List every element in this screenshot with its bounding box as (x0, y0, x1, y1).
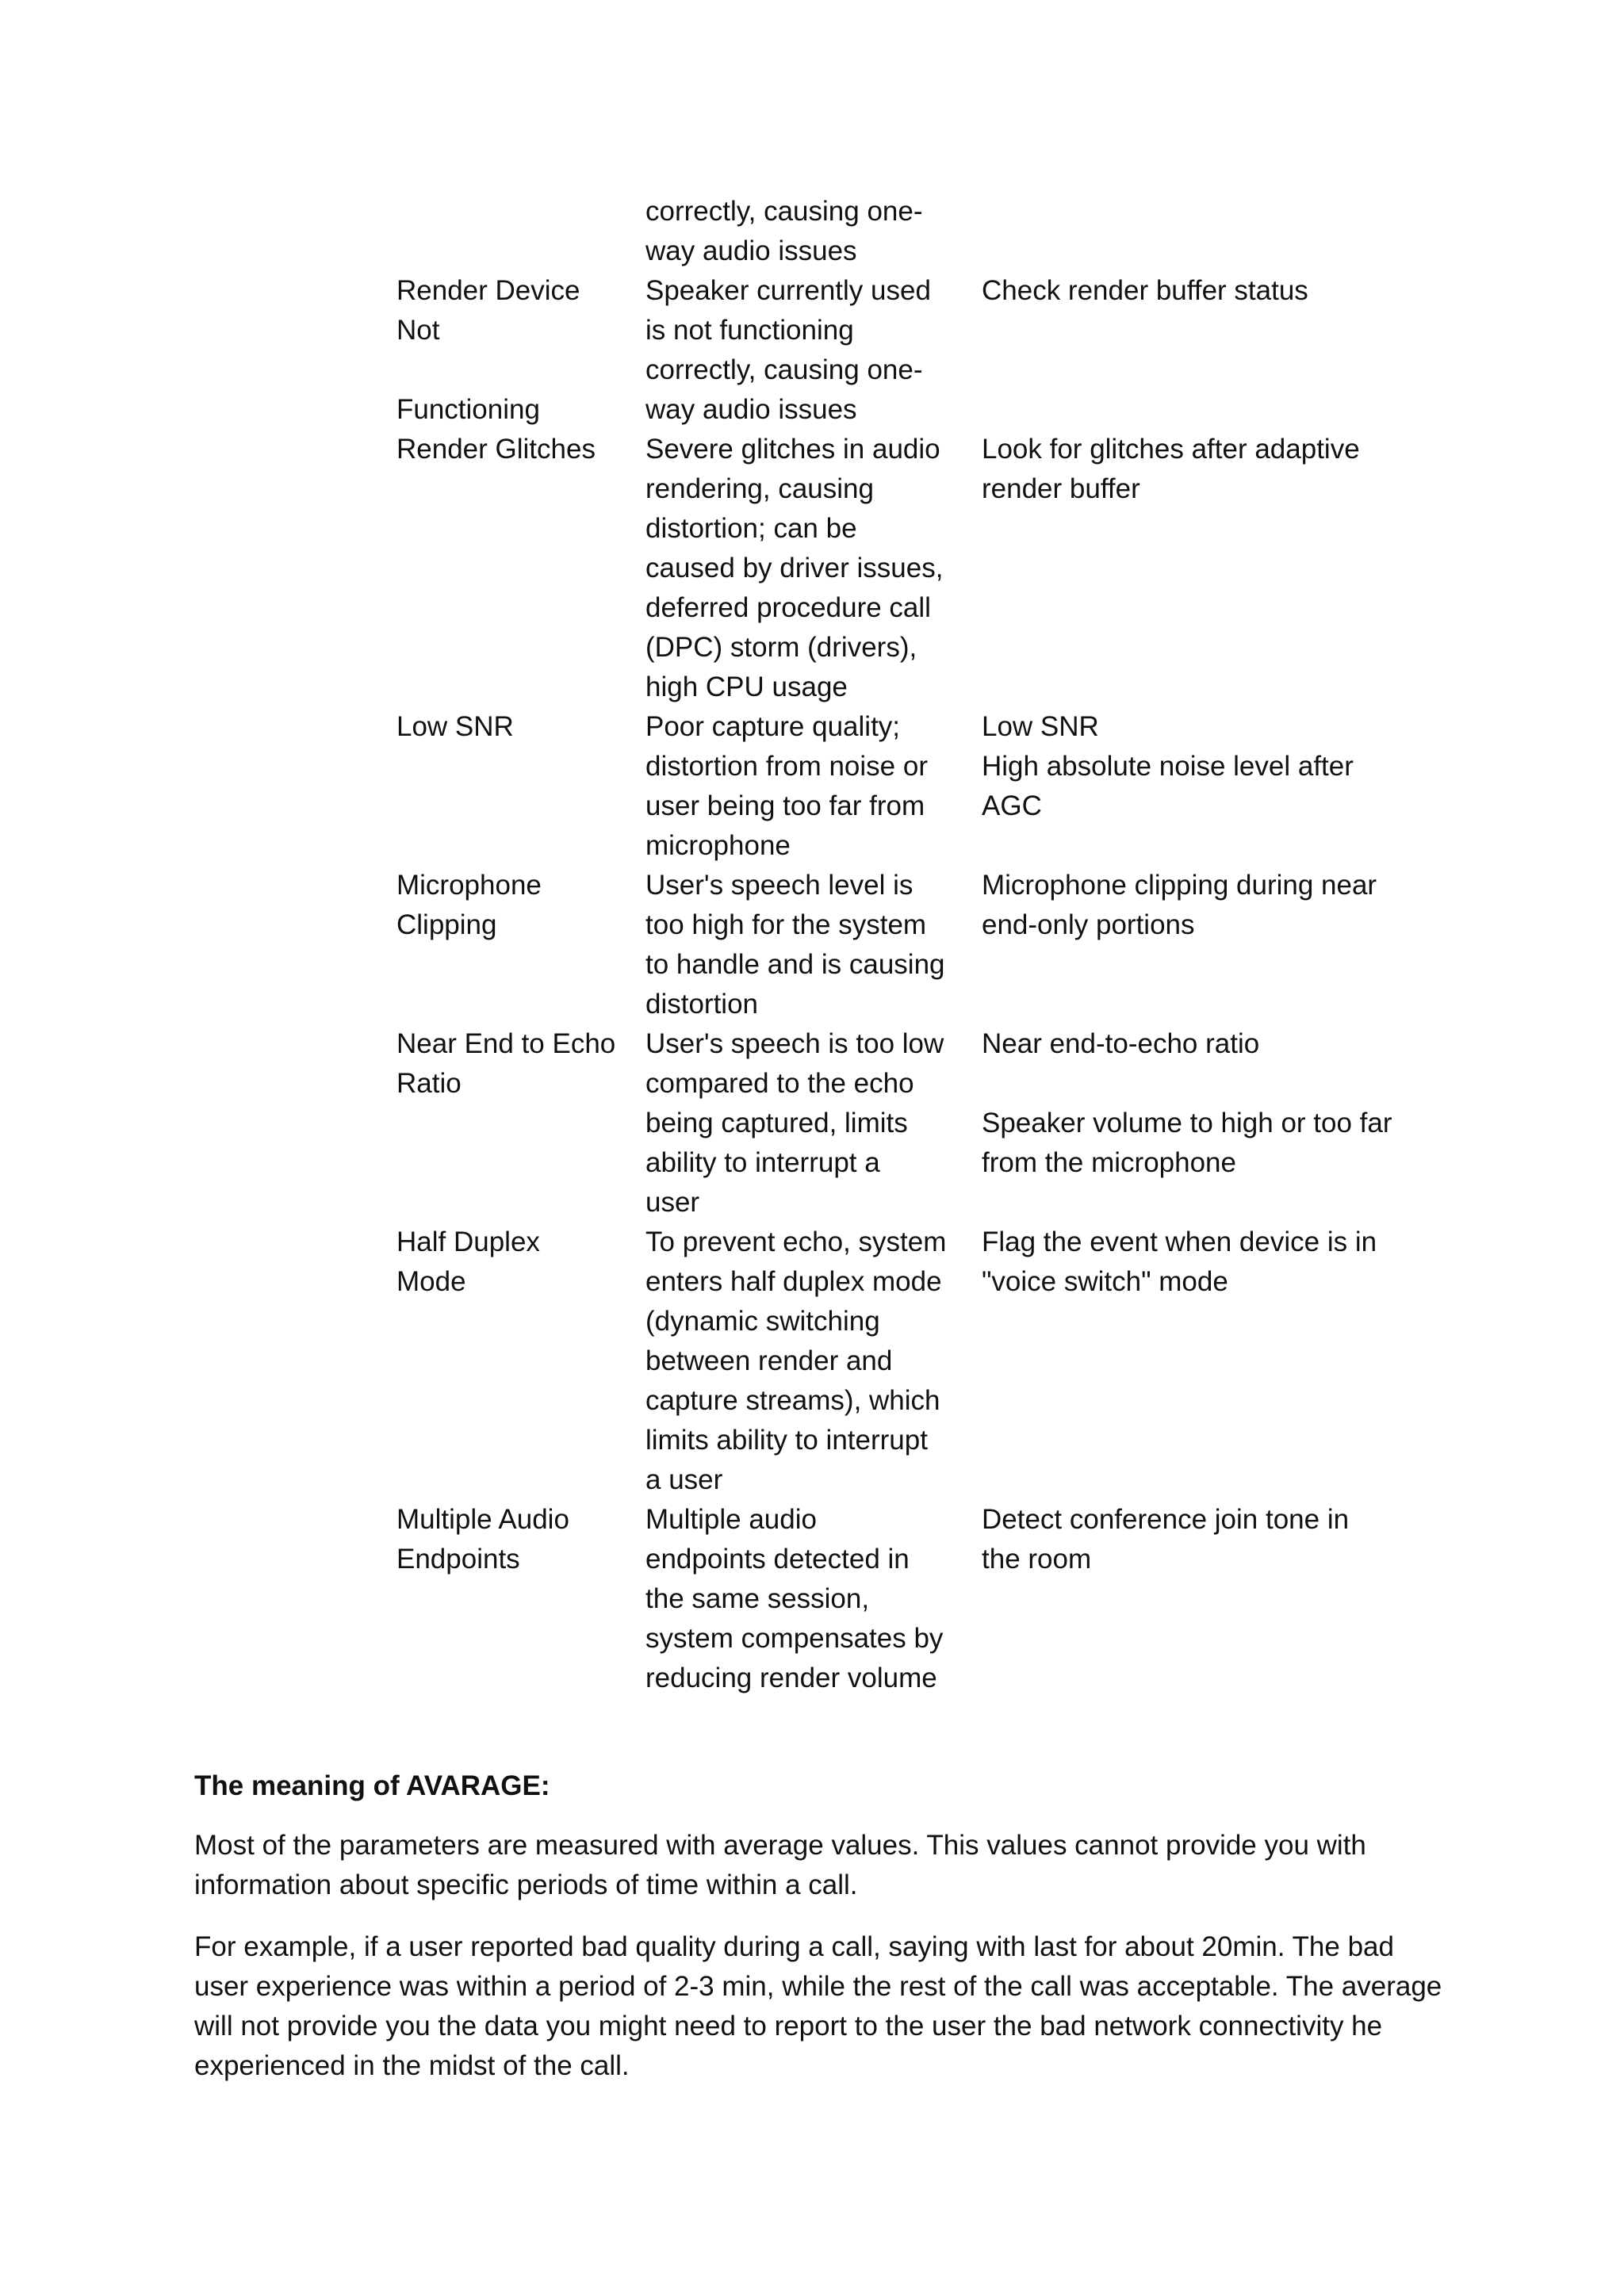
description-cell: To prevent echo, system enters half duplex mode (dynamic switching between render and capture streams), which limits ability to interrupt a user (645, 1226, 947, 1495)
detection-cell: Look for glitches after adaptive render buffer (982, 434, 1360, 504)
issue-cell: Render Glitches (396, 434, 596, 465)
table-row (396, 1223, 1427, 1500)
detection-cell: Near end-to-echo ratio Speaker volume to high or too far from the microphone (982, 1028, 1392, 1178)
section-heading: The meaning of AVARAGE: (194, 1770, 550, 1801)
detection-cell: Microphone clipping during near end-only portions (982, 870, 1377, 940)
table-row (396, 271, 1427, 430)
issue-cell: Near End to Echo Ratio (396, 1028, 616, 1099)
paragraph-average-intro: Most of the parameters are measured with average values. This values cannot provide you with information about specific periods of time within a call. (194, 1830, 1366, 1900)
description-cell: Poor capture quality; distortion from noise or user being too far from microphone (645, 711, 928, 861)
table-row (396, 1024, 1427, 1223)
paragraph-average-example: For example, if a user reported bad quality during a call, saying with last for about 20min. The bad user experience was within a period of 2-3 min, while the rest of the call was acceptable. The average will not provide you the data you might need to report to the user the bad network connectivity he experienced in the midst of the call. (194, 1931, 1442, 2081)
detection-cell: Low SNR High absolute noise level after AGC (982, 711, 1354, 821)
audio-issues-table (396, 192, 1427, 1698)
issue-cell: Half Duplex Mode (396, 1226, 540, 1297)
table-row (396, 192, 1427, 271)
description-cell: Severe glitches in audio rendering, causing distortion; can be caused by driver issues, deferred procedure call (DPC) storm (drivers), high CPU usage (645, 434, 944, 702)
description-cell: Speaker currently used is not functioning correctly, causing one- way audio issues (645, 275, 931, 425)
table-row (396, 1500, 1427, 1698)
issue-cell: Low SNR (396, 711, 514, 742)
detection-cell: Detect conference join tone in the room (982, 1504, 1350, 1575)
table-row (396, 707, 1427, 866)
issue-cell: Render Device Not Functioning (396, 275, 580, 425)
detection-cell: Flag the event when device is in "voice switch" mode (982, 1226, 1377, 1297)
description-cell: User's speech level is too high for the system to handle and is causing distortion (645, 870, 945, 1020)
issue-cell: Microphone Clipping (396, 870, 542, 940)
table-row (396, 866, 1427, 1024)
description-cell: correctly, causing one- way audio issues (645, 196, 923, 266)
table-row (396, 430, 1427, 707)
description-cell: Multiple audio endpoints detected in the same session, system compensates by reducing render volume (645, 1504, 944, 1693)
detection-cell: Check render buffer status (982, 275, 1308, 306)
issue-cell: Multiple Audio Endpoints (396, 1504, 569, 1575)
description-cell: User's speech is too low compared to the echo being captured, limits ability to interrupt a user (645, 1028, 944, 1218)
